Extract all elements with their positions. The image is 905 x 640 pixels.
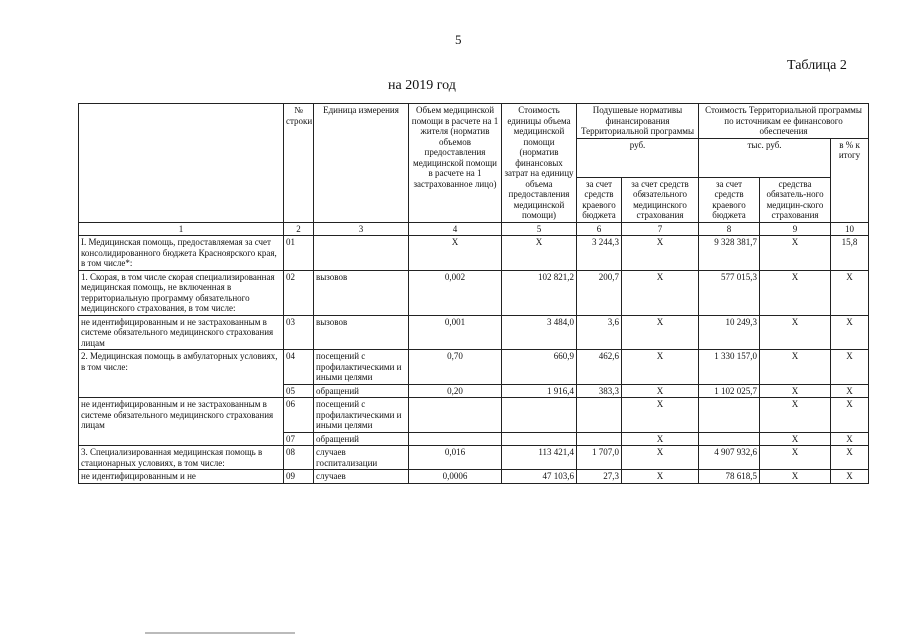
header-col3: Единица измерения	[314, 104, 409, 223]
table-row	[79, 446, 869, 470]
row-total-oms: X	[760, 270, 831, 315]
col-number: 7	[622, 222, 699, 236]
row-total-budget: 1 102 025,7	[699, 384, 760, 398]
row-norm-oms: X	[622, 432, 699, 446]
row-code: 09	[284, 470, 314, 484]
row-total-budget: 10 249,3	[699, 315, 760, 350]
row-norm-oms: X	[622, 446, 699, 470]
row-volume: 0,001	[409, 315, 502, 350]
header-col7: за счет средств обязательного медицинского страхования	[622, 177, 699, 222]
header-col8: за счет средств краевого бюджета	[699, 177, 760, 222]
row-norm-oms: X	[622, 350, 699, 385]
row-norm-budget: 1 707,0	[577, 446, 622, 470]
row-volume: 0,016	[409, 446, 502, 470]
col-number: 4	[409, 222, 502, 236]
row-volume: 0,70	[409, 350, 502, 385]
row-cost: X	[502, 236, 577, 271]
row-percent: X	[831, 315, 869, 350]
row-total-oms: X	[760, 236, 831, 271]
row-percent: 15,8	[831, 236, 869, 271]
row-percent: X	[831, 350, 869, 385]
row-norm-budget	[577, 432, 622, 446]
row-volume: X	[409, 236, 502, 271]
header-unit-thous-rub: тыс. руб.	[699, 138, 831, 177]
table-label: Таблица 2	[787, 58, 847, 73]
row-volume: 0,002	[409, 270, 502, 315]
row-volume: 0,0006	[409, 470, 502, 484]
table-header	[79, 104, 869, 236]
row-norm-oms: X	[622, 384, 699, 398]
row-total-oms: X	[760, 470, 831, 484]
header-unit-rub: руб.	[577, 138, 699, 177]
header-col9: средства обязатель-ного медицин-ского страхования	[760, 177, 831, 222]
row-norm-budget	[577, 398, 622, 433]
col-number: 8	[699, 222, 760, 236]
row-unit: вызовов	[314, 315, 409, 350]
row-cost: 102 821,2	[502, 270, 577, 315]
row-norm-budget: 3,6	[577, 315, 622, 350]
page-bottom-mark	[145, 632, 295, 634]
row-name: I. Медицинская помощь, предоставляемая за счет консолидированного бюджета Красноярского края, в том числе*:	[79, 236, 284, 271]
financing-table	[78, 103, 869, 484]
row-norm-oms: X	[622, 398, 699, 433]
col-number: 10	[831, 222, 869, 236]
row-cost: 47 103,6	[502, 470, 577, 484]
row-code: 04	[284, 350, 314, 385]
table-row	[79, 315, 869, 350]
row-cost: 113 421,4	[502, 446, 577, 470]
row-norm-oms: X	[622, 270, 699, 315]
row-norm-budget: 27,3	[577, 470, 622, 484]
header-row	[79, 104, 869, 139]
row-total-oms: X	[760, 398, 831, 433]
column-numbers-row	[79, 222, 869, 236]
row-unit: случаев	[314, 470, 409, 484]
row-total-oms: X	[760, 315, 831, 350]
row-name: не идентифицированным и не застрахованным в системе обязательного медицинского страхования лицам	[79, 398, 284, 446]
table-body	[79, 236, 869, 484]
table-row	[79, 270, 869, 315]
row-total-budget: 577 015,3	[699, 270, 760, 315]
row-cost: 660,9	[502, 350, 577, 385]
row-name: не идентифицированным и не	[79, 470, 284, 484]
table-row	[79, 470, 869, 484]
row-percent: X	[831, 446, 869, 470]
row-total-oms: X	[760, 350, 831, 385]
row-volume	[409, 398, 502, 433]
row-volume: 0,20	[409, 384, 502, 398]
row-name: 1. Скорая, в том числе скорая специализированная медицинская помощь, не включенная в территориальную программу обязательного медицинского страхования, в том числе:	[79, 270, 284, 315]
row-name: 3. Специализированная медицинская помощь в стационарных условиях, в том числе:	[79, 446, 284, 470]
row-unit: посещений с профилактическими и иными целями	[314, 398, 409, 433]
row-total-oms: X	[760, 446, 831, 470]
row-code: 01	[284, 236, 314, 271]
row-code: 07	[284, 432, 314, 446]
row-name: 2. Медицинская помощь в амбулаторных условиях, в том числе:	[79, 350, 284, 398]
header-col4: Объем медицинской помощи в расчете на 1 жителя (норматив объемов предоставления медицинской помощи в расчете на 1 застрахованное лицо)	[409, 104, 502, 223]
row-code: 02	[284, 270, 314, 315]
col-number: 2	[284, 222, 314, 236]
row-cost	[502, 432, 577, 446]
row-percent: X	[831, 470, 869, 484]
row-norm-budget: 383,3	[577, 384, 622, 398]
row-name: не идентифицированным и не застрахованным в системе обязательного медицинского страхования лицам	[79, 315, 284, 350]
row-percent: X	[831, 270, 869, 315]
row-volume	[409, 432, 502, 446]
row-unit	[314, 236, 409, 271]
table-row	[79, 350, 869, 385]
row-cost	[502, 398, 577, 433]
row-norm-oms: X	[622, 236, 699, 271]
row-unit: обращений	[314, 432, 409, 446]
row-norm-budget: 200,7	[577, 270, 622, 315]
row-total-budget	[699, 432, 760, 446]
year-title: на 2019 год	[388, 78, 456, 93]
row-unit: посещений с профилактическими и иными целями	[314, 350, 409, 385]
row-total-budget: 4 907 932,6	[699, 446, 760, 470]
row-code: 05	[284, 384, 314, 398]
page-number: 5	[455, 32, 462, 47]
row-code: 08	[284, 446, 314, 470]
row-cost: 1 916,4	[502, 384, 577, 398]
col-number: 6	[577, 222, 622, 236]
header-col10: в % к итогу	[831, 138, 869, 222]
row-norm-oms: X	[622, 470, 699, 484]
row-total-budget	[699, 398, 760, 433]
header-group-cost: Стоимость Территориальной программы по источникам ее финансового обеспечения	[699, 104, 869, 139]
row-norm-oms: X	[622, 315, 699, 350]
row-percent: X	[831, 384, 869, 398]
row-cost: 3 484,0	[502, 315, 577, 350]
row-total-budget: 1 330 157,0	[699, 350, 760, 385]
row-unit: случаев госпитализации	[314, 446, 409, 470]
row-code: 06	[284, 398, 314, 433]
header-col1	[79, 104, 284, 223]
col-number: 3	[314, 222, 409, 236]
row-total-budget: 9 328 381,7	[699, 236, 760, 271]
header-col6: за счет средств краевого бюджета	[577, 177, 622, 222]
row-total-budget: 78 618,5	[699, 470, 760, 484]
row-percent: X	[831, 432, 869, 446]
row-unit: вызовов	[314, 270, 409, 315]
table-row	[79, 398, 869, 433]
row-code: 03	[284, 315, 314, 350]
col-number: 5	[502, 222, 577, 236]
row-norm-budget: 3 244,3	[577, 236, 622, 271]
row-percent: X	[831, 398, 869, 433]
row-total-oms: X	[760, 384, 831, 398]
row-total-oms: X	[760, 432, 831, 446]
header-col2: № строки	[284, 104, 314, 223]
header-col5: Стоимость единицы объема медицинской помощи (норматив финансовых затрат на единицу объема предоставления медицинской помощи)	[502, 104, 577, 223]
header-group-normatives: Подушевые нормативы финансирования Территориальной программы	[577, 104, 699, 139]
table-row	[79, 236, 869, 271]
col-number: 1	[79, 222, 284, 236]
col-number: 9	[760, 222, 831, 236]
row-norm-budget: 462,6	[577, 350, 622, 385]
row-unit: обращений	[314, 384, 409, 398]
